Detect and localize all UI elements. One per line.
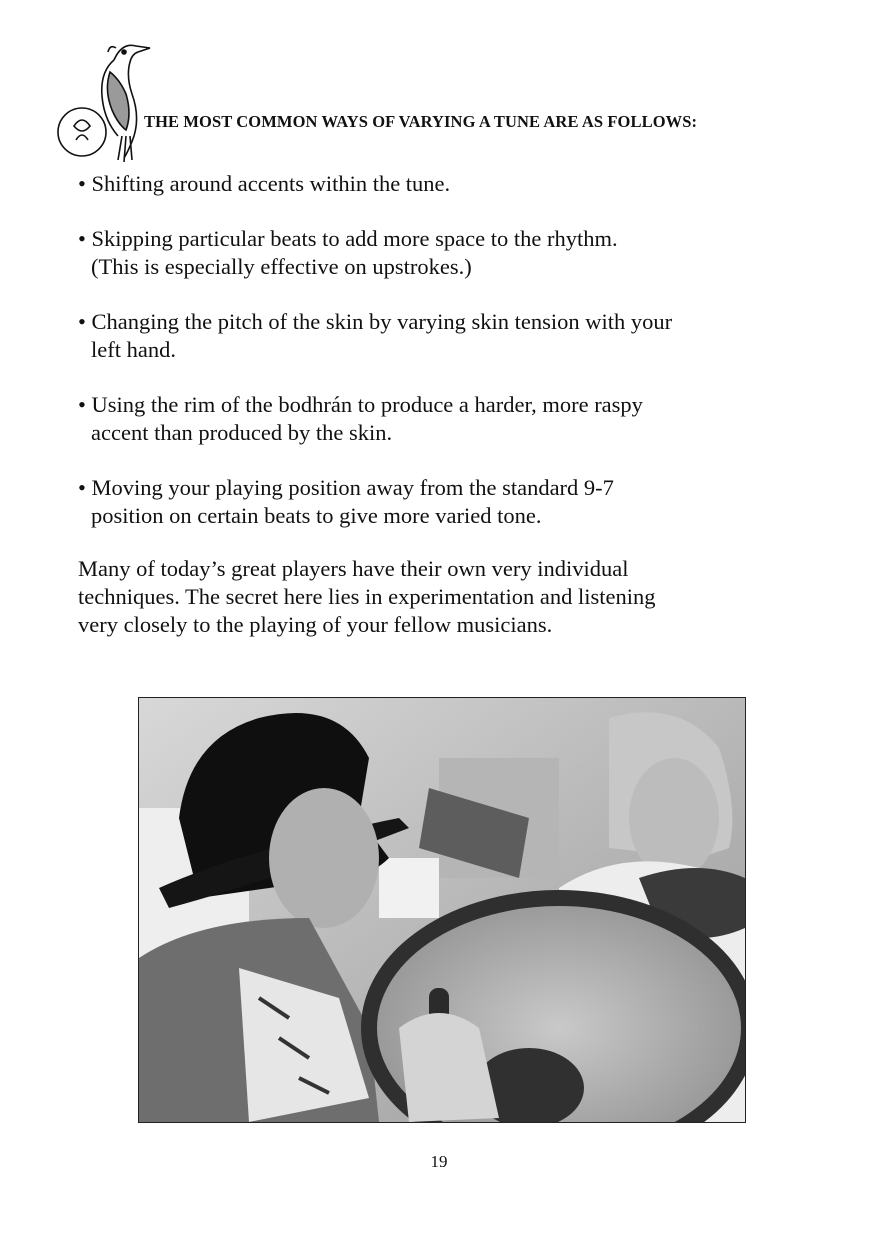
bullet-item bbox=[78, 225, 798, 281]
bullet-line-continuation: left hand. bbox=[91, 337, 176, 362]
bullet-line-continuation: accent than produced by the skin. bbox=[91, 420, 393, 445]
bullet-line: • Using the rim of the bodhrán to produce a harder, more raspy bbox=[78, 392, 643, 417]
bullet-line: • Skipping particular beats to add more space to the rhythm. bbox=[78, 226, 618, 251]
section-heading: THE MOST COMMON WAYS OF VARYING A TUNE ARE AS FOLLOWS: bbox=[144, 112, 698, 131]
bullet-item bbox=[78, 391, 798, 447]
page-number: 19 bbox=[430, 1152, 448, 1171]
variation-bullet-list bbox=[78, 170, 798, 557]
bullet-line: • Changing the pitch of the skin by varying skin tension with your bbox=[78, 309, 673, 334]
bullet-item bbox=[78, 474, 798, 530]
bullet-item bbox=[78, 170, 798, 198]
paragraph-line: techniques. The secret here lies in experimentation and listening bbox=[78, 584, 656, 609]
paragraph-line: very closely to the playing of your fellow musicians. bbox=[78, 612, 553, 637]
paragraph-line: Many of today’s great players have their own very individual bbox=[78, 556, 629, 581]
bullet-line: • Moving your playing position away from the standard 9-7 bbox=[78, 475, 614, 500]
bullet-item bbox=[78, 308, 798, 364]
closing-paragraph bbox=[78, 555, 656, 639]
celtic-bird-logo-icon bbox=[52, 36, 152, 164]
bullet-line-continuation: position on certain beats to give more varied tone. bbox=[91, 503, 542, 528]
musicians-photo bbox=[138, 697, 746, 1123]
bullet-line: • Shifting around accents within the tune. bbox=[78, 171, 451, 196]
bullet-line-continuation: (This is especially effective on upstrokes.) bbox=[91, 254, 472, 279]
